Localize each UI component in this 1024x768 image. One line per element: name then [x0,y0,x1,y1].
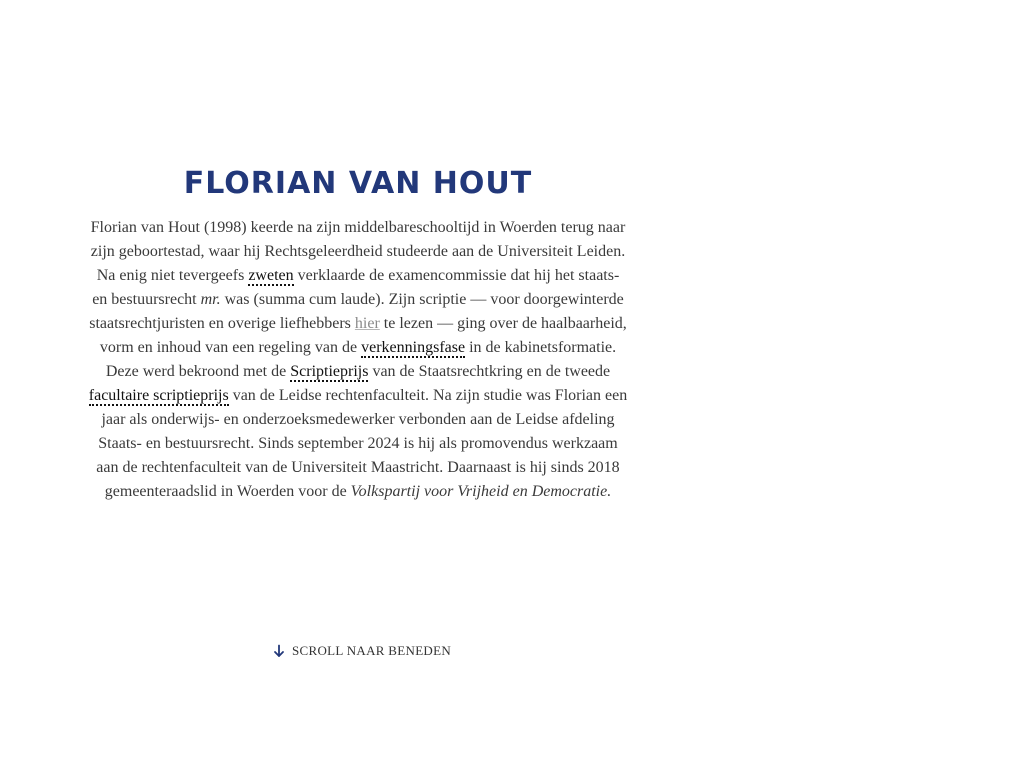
bio-text: van de Staatsrechtkring en de tweede [368,363,611,380]
term-zweten[interactable]: zweten [248,267,294,284]
bio-paragraph [88,216,628,504]
bio-text: van de Leidse rechtenfaculteit. Na zijn studie was Florian een jaar als onderwijs- en onderzoeksmedewerker verbonden aan de Leidse afdeling Staats- en bestuursrecht. Sinds september 2024 is hij als promovendus werkzaam aan de rechtenfaculteit van de Universiteit Maastricht. Daarnaast is hij sinds 2018 gemeenteraadslid in Woerden voor de [96,387,628,500]
bio-text: was (summa cum laude). Zijn scriptie — voor doorgewinterde staatsrechtjuristen en overige liefhebbers [89,291,624,332]
term-scriptieprijs[interactable]: Scriptieprijs [290,363,369,380]
title-mr: mr. [200,291,221,308]
bio-text: in de kabinetsformatie. Deze werd bekroond met de [105,339,617,380]
page-title: FLORIAN VAN HOUT [183,166,533,201]
bio-text: te lezen — ging over de haalbaarheid, vorm en inhoud van een regeling van de [99,315,627,356]
arrow-down-icon [272,644,286,658]
party-name: Volkspartij voor Vrijheid en Democratie. [350,483,612,500]
scroll-label: SCROLL NAAR BENEDEN [292,643,452,658]
intro-section [88,162,628,504]
bio-text: Florian van Hout (1998) keerde na zijn middelbareschooltijd in Woerden terug naar zijn geboortestad, waar hij Rechtsgeleerdheid studeerde aan de Universiteit Leiden. Na enig niet tevergeefs [90,219,626,284]
term-facultaire-scriptieprijs[interactable]: facultaire scriptieprijs [88,387,229,404]
scroll-down-button[interactable] [272,643,451,659]
bio-text: verklaarde de examencommissie dat hij het staats- en bestuursrecht [92,267,620,308]
thesis-link[interactable]: hier [354,315,380,332]
term-verkenningsfase[interactable]: verkenningsfase [361,339,466,356]
